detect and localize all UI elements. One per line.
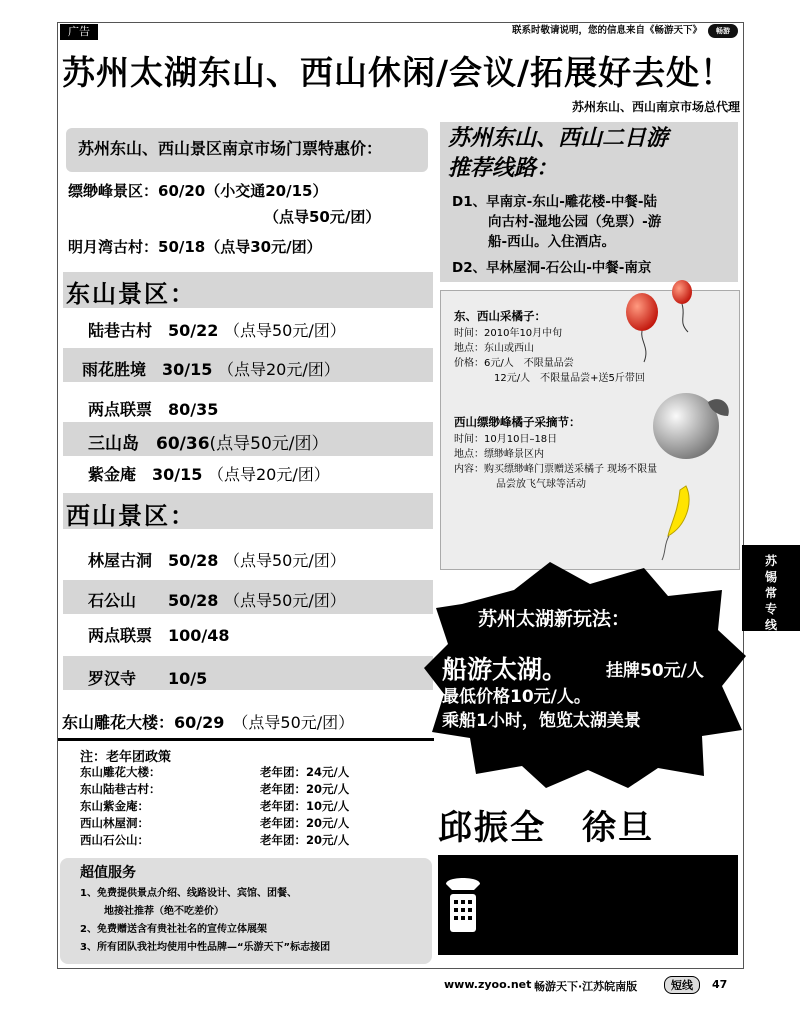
- side-tab-label: 苏锡常专线: [764, 554, 777, 632]
- magazine-logo: 畅游: [708, 24, 738, 38]
- star-line: 乘船1小时，饱览太湖美景: [442, 711, 641, 731]
- banana-balloon-icon: [660, 482, 700, 562]
- contact-note: 联系时敬请说明，您的信息来自《畅游天下》: [511, 25, 702, 36]
- scenic-note: （点导20元/团）: [207, 465, 330, 484]
- scenic-price: 60/36: [156, 434, 210, 454]
- scenic-note: （点导50元/团）: [223, 321, 346, 340]
- scenic-row: [88, 429, 329, 454]
- scenic-name: 三山岛: [88, 434, 139, 454]
- divider: [58, 738, 434, 741]
- route-title-line: 推荐线路：: [448, 156, 559, 181]
- orange-line: 内容：购买缥缈峰门票赠送采橘子 现场不限量: [454, 464, 658, 475]
- scenic-price: 50/28: [168, 591, 219, 610]
- scenic-price: 100/48: [168, 626, 230, 645]
- footer-publication: 畅游天下·江苏皖南版: [534, 980, 638, 993]
- senior-title: 注：老年团政策: [80, 750, 172, 765]
- orange-title: 东、西山采橘子：: [454, 309, 546, 323]
- senior-price: 老年团：20元/人: [260, 782, 350, 796]
- orange-line: 时间：2010年10月中旬: [454, 328, 563, 339]
- scenic-price: 80/35: [168, 400, 219, 419]
- service-item: 1、免费提供景点介绍、线路设计、宾馆、团餐、: [80, 888, 297, 899]
- scenic-name: 石公山: [88, 591, 137, 610]
- scenic-name: 陆巷古村: [88, 321, 153, 340]
- senior-list: [80, 764, 430, 849]
- scenic-row: [62, 710, 354, 733]
- xishan-title: 西山景区：: [66, 502, 196, 530]
- senior-place: 西山石公山：: [80, 833, 149, 847]
- orange-line: 时间：10月10日–18日: [454, 434, 558, 445]
- scenic-row: [82, 357, 340, 380]
- scenic-name: 罗汉寺: [88, 669, 137, 688]
- senior-place: 东山雕花大楼：: [80, 765, 161, 779]
- scenic-name: 两点联票: [88, 626, 153, 645]
- dongshan-title: 东山景区：: [66, 280, 196, 308]
- agent-line: 苏州东山、西山南京市场总代理: [571, 100, 740, 114]
- route-title: [448, 124, 738, 184]
- page-number: 47: [712, 978, 728, 991]
- route-line: 向古村-湿地公园（免票）-游: [488, 214, 662, 230]
- senior-price: 老年团：20元/人: [260, 833, 350, 847]
- scenic-note: （点导50元/团）: [223, 591, 346, 610]
- senior-place: 东山紫金庵：: [80, 799, 149, 813]
- star-big: 船游太湖。: [442, 655, 568, 684]
- route-line: D2、早林屋洞-石公山-中餐-南京: [452, 260, 652, 276]
- senior-price: 老年团：20元/人: [260, 816, 350, 830]
- phone-number: 电话 025-68958582 68958580(F): [488, 873, 740, 889]
- route-line: D1、早南京-东山-雕花楼-中餐-陆: [452, 194, 658, 210]
- senior-row: [80, 798, 430, 815]
- senior-place: 东山陆巷古村：: [80, 782, 161, 796]
- service-title: 超值服务: [80, 865, 136, 881]
- senior-price: 老年团：24元/人: [260, 765, 350, 779]
- qq-number: Q Q：623232202/811231575: [488, 929, 712, 945]
- mobile-number: 手机：13512510467: [488, 901, 638, 917]
- scenic-price: 50/28: [168, 551, 219, 570]
- senior-row: [80, 781, 430, 798]
- senior-row: [80, 764, 430, 781]
- ticket-title: 苏州东山、西山景区南京市场门票特惠价：: [78, 139, 383, 158]
- scenic-price: 10/5: [168, 669, 208, 688]
- headline: 苏州太湖东山、西山休闲/会议/拓展好去处！: [62, 53, 735, 92]
- balloons-icon: [610, 276, 706, 366]
- senior-place: 西山林屋洞：: [80, 816, 149, 830]
- ticket-line: 明月湾古村：50/18（点导30元/团）: [68, 238, 322, 256]
- scenic-extra: 东山雕花大楼：60/29: [62, 713, 225, 732]
- ticket-line: （点导50元/团）: [264, 208, 381, 226]
- orange-fruit-icon: [648, 382, 734, 462]
- scenic-note: （点导50元/团）: [240, 713, 355, 732]
- scenic-note: (点导50元/团）: [209, 434, 329, 454]
- scenic-note: （点导50元/团）: [223, 551, 346, 570]
- scenic-row: [88, 462, 330, 485]
- footer-url[interactable]: www.zyoo.net: [444, 978, 532, 991]
- scenic-row: [88, 623, 230, 646]
- service-item: 地接社推荐（绝不吃差价）: [104, 906, 224, 917]
- route-line: 船-西山。入住酒店。: [488, 234, 616, 250]
- service-item: 3、所有团队我社均使用中性品牌—“乐游天下”标志接团: [80, 942, 331, 953]
- scenic-price: 30/15: [162, 360, 213, 379]
- senior-row: [80, 832, 430, 849]
- scenic-note: （点导20元/团）: [217, 360, 340, 379]
- senior-price: 老年团：10元/人: [260, 799, 350, 813]
- scenic-row: [88, 548, 346, 571]
- orange-line: 地点：东山或西山: [454, 343, 534, 354]
- contact-names: 邱振全 徐旦: [438, 808, 654, 848]
- service-item: 2、免费赠送含有贵社社名的宣传立体展架: [80, 924, 267, 935]
- scenic-name: 雨花胜境: [82, 360, 147, 379]
- orange-title: 西山缥缈峰橘子采摘节：: [454, 415, 581, 429]
- scenic-name: 林屋古洞: [88, 551, 153, 570]
- ad-tag: 广告: [60, 24, 98, 40]
- orange-line: 品尝放飞气球等活动: [496, 479, 586, 490]
- footer-tag: 短线: [664, 976, 700, 994]
- ticket-title-band: [66, 128, 428, 172]
- scenic-row: [88, 666, 207, 689]
- ticket-line: 缥缈峰景区：60/20（小交通20/15）: [68, 182, 328, 200]
- star-line: 挂牌50元/人: [606, 661, 704, 681]
- star-line: 最低价格10元/人。: [442, 687, 591, 707]
- scenic-row: [88, 318, 346, 341]
- scenic-row: [88, 588, 346, 611]
- scenic-row: [88, 397, 218, 420]
- side-tab: [742, 545, 800, 631]
- scenic-name: 紫金庵: [88, 465, 137, 484]
- route-title-line: 苏州东山、西山二日游: [448, 126, 669, 151]
- telephone-icon: [444, 874, 482, 936]
- scenic-price: 30/15: [152, 465, 203, 484]
- orange-line: 12元/人 不限量品尝+送5斤带回: [494, 373, 645, 384]
- scenic-name: 两点联票: [88, 400, 153, 419]
- senior-row: [80, 815, 430, 832]
- orange-line: 地点：缥缈峰景区内: [454, 449, 544, 460]
- scenic-price: 50/22: [168, 321, 219, 340]
- orange-line: 价格：6元/人 不限量品尝: [454, 358, 574, 369]
- star-title: 苏州太湖新玩法：: [478, 608, 631, 630]
